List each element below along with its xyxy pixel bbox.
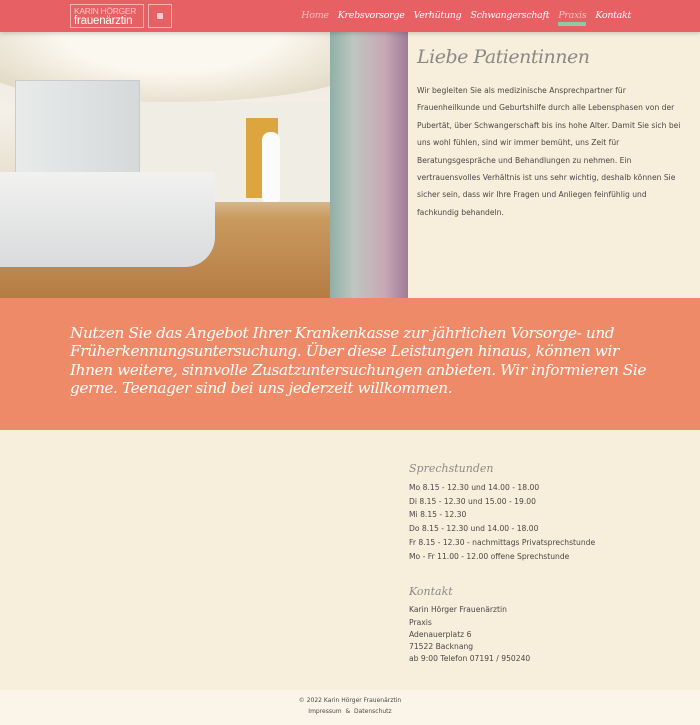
intro-text: Wir begleiten Sie als medizinische Ansprechpartner für Frauenheilkunde und Geburtshilfe durch alle Lebensphasen von der Pubertät, über Schwangerschaft bis ins hohe Alter. Damit Sie sich bei uns wohl fühlen, sind wir immer bemüht, uns Zeit für Beratungsgespräche und Behandlungen zu nehmen. Ein vertrauensvolles Verhältnis ist uns sehr wichtig, deshalb können Sie sicher sein, dass wir Ihre Fragen und Anliegen feinfühlig und fachkundig behandeln. xyxy=(417,86,681,217)
site-header xyxy=(0,0,700,32)
hours-line: Di 8.15 - 12.30 und 15.00 - 19.00 xyxy=(409,496,536,506)
logo-square-icon xyxy=(148,4,172,28)
nav-praxis[interactable]: Praxis xyxy=(558,10,587,21)
hours-line: Mi 8.15 - 12.30 xyxy=(409,510,467,520)
contact-line: ab 9:00 Telefon 07191 / 950240 xyxy=(409,654,531,664)
nav-home[interactable]: Home xyxy=(301,10,329,21)
info-section xyxy=(409,462,669,666)
contact-line: Karin Hörger Frauenärztin xyxy=(409,605,507,615)
main-nav xyxy=(301,10,631,21)
hours-line: Mo 8.15 - 12.30 und 14.00 - 18.00 xyxy=(409,483,540,492)
intro-section xyxy=(417,46,687,221)
logo-bottom: frauenärztin xyxy=(74,15,133,27)
logo-top: KARIN HÖRGER xyxy=(74,6,137,16)
contact-line: Adenauerplatz 6 xyxy=(409,629,472,639)
hours-title: Sprechstunden xyxy=(409,462,494,475)
hours-line: Fr 8.15 - 12.30 - nachmittags Privatsprechstunde xyxy=(409,537,596,547)
contact-title: Kontakt xyxy=(409,585,453,599)
hours-line: Do 8.15 - 12.30 und 14.00 - 18.00 xyxy=(409,524,539,534)
contact-line: 71522 Backnang xyxy=(409,642,474,652)
info-band xyxy=(0,298,700,430)
nav-schwangerschaft[interactable]: Schwangerschaft xyxy=(470,10,550,21)
contact-info xyxy=(409,585,669,665)
intro-title: Liebe Patientinnen xyxy=(417,46,590,68)
copyright: © 2022 Karin Hörger Frauenärztin xyxy=(298,697,402,704)
hours-line: Mo - Fr 11.00 - 12.00 offene Sprechstunde xyxy=(409,551,570,561)
nav-krebsvorsorge[interactable]: Krebsvorsorge xyxy=(337,10,405,21)
nav-verhuetung[interactable]: Verhütung xyxy=(413,10,462,21)
practice-reception-photo xyxy=(0,32,408,298)
footer-separator: & xyxy=(345,708,351,715)
site-footer xyxy=(0,690,700,725)
logo-text xyxy=(70,4,144,28)
office-hours xyxy=(409,462,669,563)
nav-kontakt[interactable]: Kontakt xyxy=(595,10,631,21)
datenschutz-link[interactable]: Datenschutz xyxy=(354,708,392,715)
impressum-link[interactable]: Impressum xyxy=(308,708,342,715)
contact-line: Praxis xyxy=(409,617,432,627)
logo[interactable] xyxy=(70,4,172,28)
info-band-text: Nutzen Sie das Angebot Ihrer Krankenkasse zur jährlichen Vorsorge- und Früherkennungsuntersuchung. Über diese Leistungen hinaus, können wir Ihnen weitere, sinnvolle Zusatzuntersuchungen anbieten. Wir informieren Sie gerne. Teenager sind bei uns jederzeit willkommen. xyxy=(70,324,646,397)
